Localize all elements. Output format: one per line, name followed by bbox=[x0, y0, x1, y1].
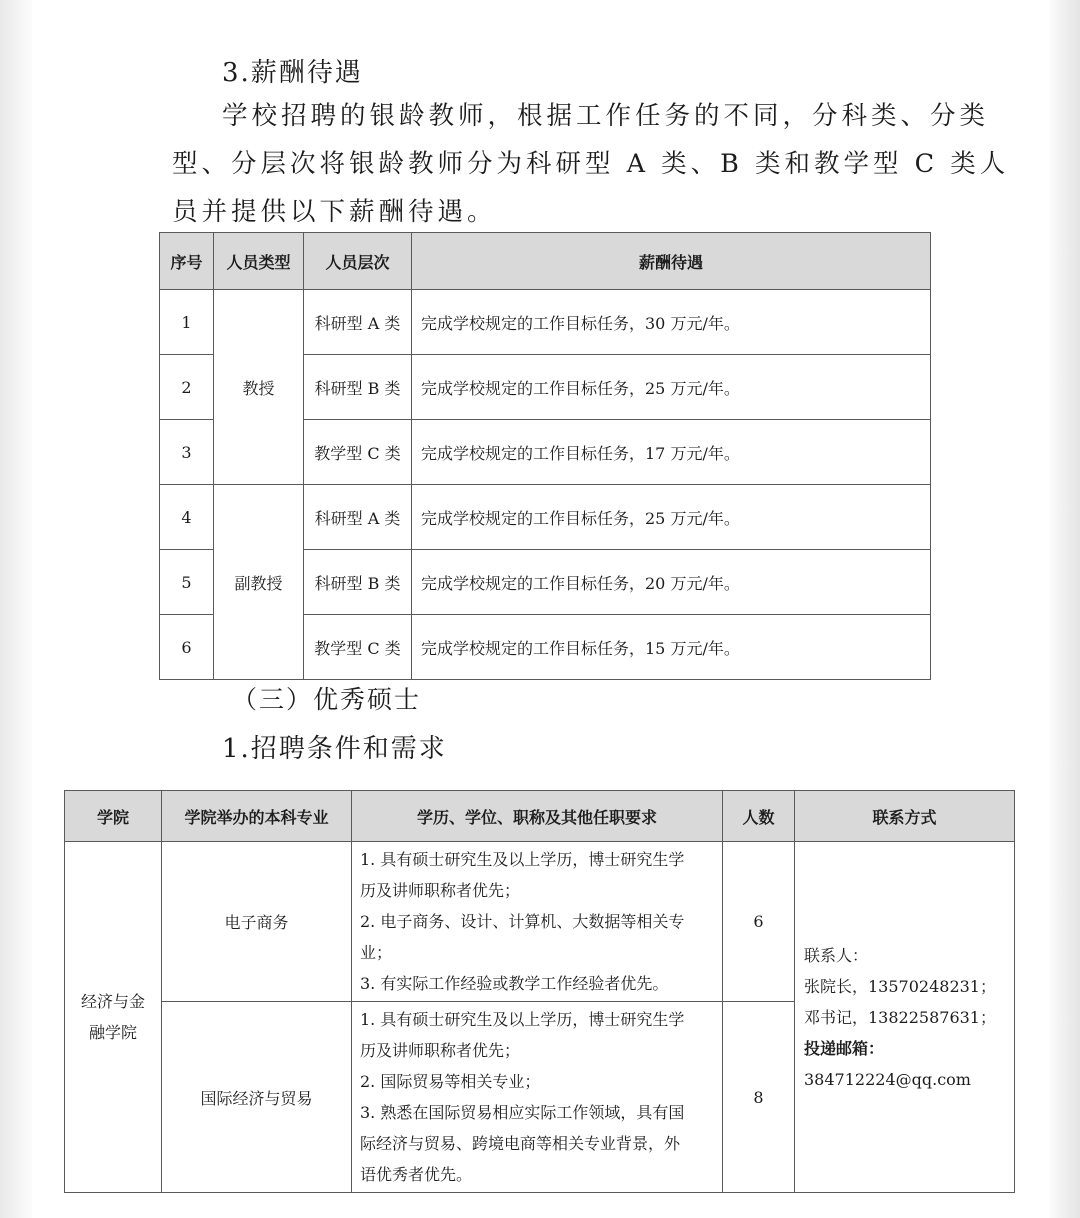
requirement-line: 1. 具有硕士研究生及以上学历，博士研究生学 bbox=[360, 1010, 685, 1029]
recruitment-table bbox=[64, 790, 1015, 1193]
page-edge-right bbox=[1050, 0, 1080, 1218]
row-salary: 完成学校规定的工作目标任务，17 万元/年。 bbox=[412, 420, 931, 485]
requirement-line: 2. 电子商务、设计、计算机、大数据等相关专 bbox=[360, 912, 685, 931]
row-level: 教学型 C 类 bbox=[304, 420, 412, 485]
contact-person-1: 张院长，13570248231； bbox=[804, 976, 996, 996]
requirement-line: 历及讲师职称者优先； bbox=[360, 1041, 521, 1060]
row-salary: 完成学校规定的工作目标任务，25 万元/年。 bbox=[412, 355, 931, 420]
contact-person-2: 邓书记，13822587631； bbox=[804, 1007, 996, 1027]
row-no: 1 bbox=[160, 290, 214, 355]
requirement-line: 际经济与贸易、跨境电商等相关专业背景，外 bbox=[360, 1134, 681, 1153]
requirement-line: 2. 国际贸易等相关专业； bbox=[360, 1072, 541, 1091]
col-header-college: 学院 bbox=[65, 791, 162, 842]
group-professor: 教授 bbox=[214, 290, 304, 485]
row-no: 4 bbox=[160, 485, 214, 550]
row-salary: 完成学校规定的工作目标任务，30 万元/年。 bbox=[412, 290, 931, 355]
row-salary: 完成学校规定的工作目标任务，15 万元/年。 bbox=[412, 615, 931, 680]
recruit-table-header-row bbox=[65, 791, 1015, 842]
salary-paragraph-line-3: 员并提供以下薪酬待遇。 bbox=[172, 197, 497, 227]
salary-table-header-row bbox=[160, 233, 931, 290]
requirement-line: 历及讲师职称者优先； bbox=[360, 881, 521, 900]
row-no: 5 bbox=[160, 550, 214, 615]
contact-email: 384712224@qq.com bbox=[804, 1069, 971, 1089]
major-cell: 国际经济与贸易 bbox=[162, 1002, 352, 1193]
row-no: 2 bbox=[160, 355, 214, 420]
requirements-heading: 1.招聘条件和需求 bbox=[222, 734, 447, 764]
row-level: 科研型 A 类 bbox=[304, 290, 412, 355]
group-associate-professor: 副教授 bbox=[214, 485, 304, 680]
row-level: 科研型 A 类 bbox=[304, 485, 412, 550]
col-header-requirements: 学历、学位、职称及其他任职要求 bbox=[352, 791, 723, 842]
table-row bbox=[160, 485, 931, 550]
col-header-level: 人员层次 bbox=[304, 233, 412, 290]
col-header-salary: 薪酬待遇 bbox=[412, 233, 931, 290]
row-no: 3 bbox=[160, 420, 214, 485]
contact-cell bbox=[795, 842, 1015, 1193]
requirement-line: 1. 具有硕士研究生及以上学历，博士研究生学 bbox=[360, 850, 685, 869]
row-salary: 完成学校规定的工作目标任务，20 万元/年。 bbox=[412, 550, 931, 615]
college-name-line-2: 融学院 bbox=[88, 1023, 137, 1042]
col-header-type: 人员类型 bbox=[214, 233, 304, 290]
salary-paragraph-line-1: 学校招聘的银龄教师，根据工作任务的不同，分科类、分类 bbox=[222, 101, 990, 131]
contact-label: 联系人： bbox=[804, 945, 869, 965]
count-cell: 6 bbox=[723, 842, 795, 1002]
college-name-line-1: 经济与金 bbox=[80, 992, 145, 1011]
row-level: 科研型 B 类 bbox=[304, 550, 412, 615]
row-no: 6 bbox=[160, 615, 214, 680]
row-level: 科研型 B 类 bbox=[304, 355, 412, 420]
row-level: 教学型 C 类 bbox=[304, 615, 412, 680]
col-header-contact: 联系方式 bbox=[795, 791, 1015, 842]
requirement-line: 3. 有实际工作经验或教学工作经验者优先。 bbox=[360, 974, 669, 993]
requirements-cell bbox=[352, 842, 723, 1002]
salary-heading: 3.薪酬待遇 bbox=[222, 58, 363, 88]
col-header-no: 序号 bbox=[160, 233, 214, 290]
college-cell bbox=[65, 842, 162, 1193]
salary-table bbox=[159, 232, 931, 680]
col-header-major: 学院举办的本科专业 bbox=[162, 791, 352, 842]
row-salary: 完成学校规定的工作目标任务，25 万元/年。 bbox=[412, 485, 931, 550]
requirement-line: 语优秀者优先。 bbox=[360, 1165, 473, 1184]
col-header-count: 人数 bbox=[723, 791, 795, 842]
table-row bbox=[160, 290, 931, 355]
major-cell: 电子商务 bbox=[162, 842, 352, 1002]
salary-paragraph-line-2: 型、分层次将银龄教师分为科研型 A 类、B 类和教学型 C 类人 bbox=[172, 149, 1010, 179]
table-row bbox=[65, 842, 1015, 1002]
count-cell: 8 bbox=[723, 1002, 795, 1193]
requirements-cell bbox=[352, 1002, 723, 1193]
requirement-line: 3. 熟悉在国际贸易相应实际工作领域，具有国 bbox=[360, 1103, 685, 1122]
requirement-line: 业； bbox=[360, 943, 393, 962]
email-label: 投递邮箱： bbox=[804, 1038, 885, 1058]
page-edge-left bbox=[0, 0, 32, 1218]
master-section-heading: （三）优秀硕士 bbox=[232, 685, 422, 714]
